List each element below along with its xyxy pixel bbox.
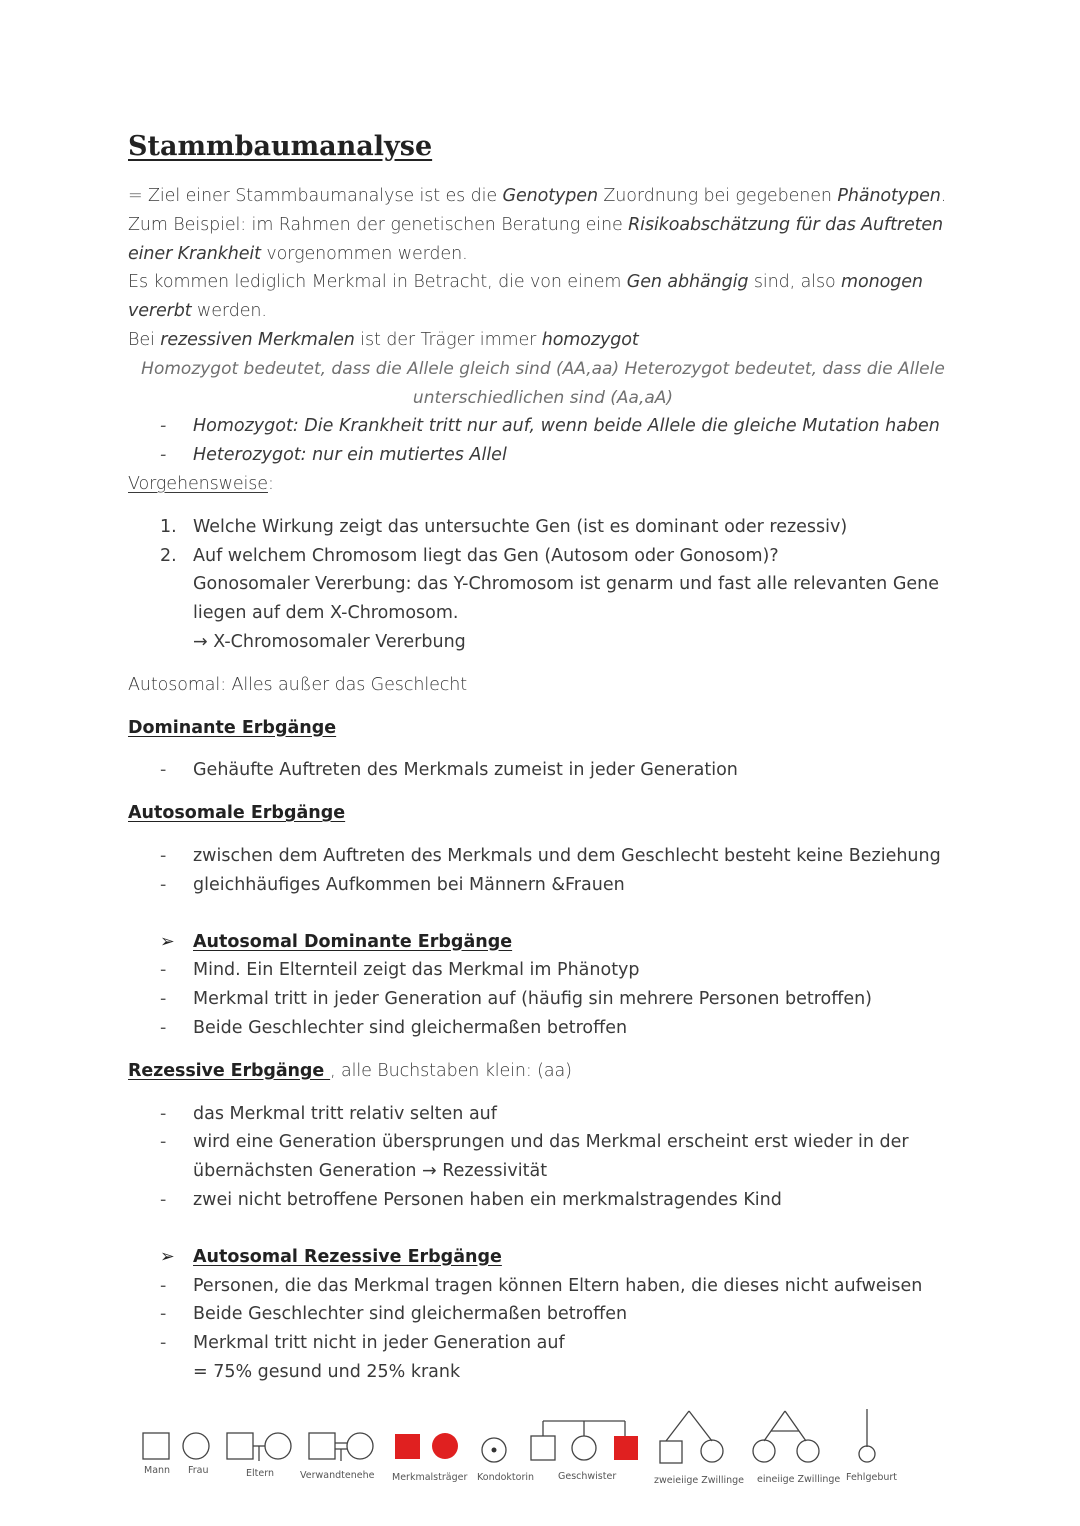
auto-recessive-bullet-3: - Merkmal tritt nicht in jeder Generation auf — [128, 1329, 958, 1358]
legend-label-verwandtenehe: Verwandtenehe — [300, 1470, 375, 1481]
recessive-heading-line: Rezessive Erbgänge , alle Buchstaben klein: (aa) — [128, 1060, 572, 1081]
bullet-homozygot: - Homozygot: Die Krankheit tritt nur auf, wenn beide Allele die gleiche Mutation haben — [128, 412, 958, 441]
intro-line-6: Bei rezessiven Merkmalen ist der Träger immer homozygot — [128, 329, 639, 350]
miscarriage-symbol — [859, 1409, 875, 1462]
legend-label-geschwister: Geschwister — [558, 1471, 617, 1482]
recessive-bullet-1: - das Merkmal tritt relativ selten auf — [128, 1100, 958, 1129]
auto-dominant-heading: ➢ Autosomal Dominante Erbgänge — [128, 928, 958, 957]
affected-female-symbol — [432, 1433, 458, 1459]
procedure-heading: Vorgehensweise: — [128, 473, 274, 494]
siblings-symbol — [531, 1421, 625, 1460]
recessive-bullet-3: - zwei nicht betroffene Personen haben ein merkmalstragendes Kind — [128, 1186, 958, 1215]
legend-label-eineiige-zwillinge: eineiige Zwillinge — [757, 1474, 841, 1485]
definition-note-line-2: unterschiedlichen sind (Aa,aA) — [412, 387, 674, 408]
consanguinity-symbol — [309, 1433, 373, 1461]
legend-label-eltern: Eltern — [246, 1468, 274, 1479]
autosomal-bullet-1: - zwischen dem Auftreten des Merkmals und dem Geschlecht besteht keine Beziehung — [128, 842, 958, 871]
autosomal-bullet-2: - gleichhäufiges Aufkommen bei Männern &Frauen — [128, 871, 958, 900]
autosomal-heading: Autosomale Erbgänge — [128, 803, 346, 824]
procedure-step-2-note-1: Gonosomaler Vererbung: das Y-Chromosom ist genarm und fast alle relevanten Gene — [193, 574, 940, 595]
intro-line-4: Es kommen lediglich Merkmal in Betracht, die von einem Gen abhängig sind, also monogen — [128, 272, 923, 293]
bullet-heterozygot: - Heterozygot: nur ein mutiertes Allel — [128, 441, 958, 470]
arrowhead-bullet-icon: ➢ — [160, 931, 175, 952]
legend-label-zweieiige-zwillinge: zweieiige Zwillinge — [654, 1475, 744, 1486]
page-title: Stammbaumanalyse — [128, 131, 433, 162]
auto-dominant-bullet-2: - Merkmal tritt in jeder Generation auf (häufig sin mehrere Personen betroffen) — [128, 985, 958, 1014]
definition-note-line-1: Homozygot bedeutet, dass die Allele gleich sind (AA,aa) Heterozygot bedeutet, dass die Allele — [141, 358, 945, 379]
intro-line-3: einer Krankheit vorgenommen werden. — [128, 243, 468, 264]
pedigree-symbol-legend — [130, 1405, 930, 1495]
arrowhead-bullet-icon: ➢ — [160, 1246, 175, 1267]
recessive-bullet-2-cont: übernächsten Generation → Rezessivität — [193, 1161, 548, 1182]
recessive-bullet-2: - wird eine Generation übersprungen und das Merkmal erscheint erst wieder in der — [128, 1128, 958, 1157]
legend-label-fehlgeburt: Fehlgeburt — [846, 1472, 898, 1483]
legend-label-mann: Mann — [144, 1465, 171, 1476]
autosomal-definition: Autosomal: Alles außer das Geschlecht — [128, 674, 468, 695]
auto-recessive-bullet-3-cont: = 75% gesund und 25% krank — [193, 1361, 461, 1382]
auto-recessive-bullet-2: - Beide Geschlechter sind gleichermaßen betroffen — [128, 1300, 958, 1329]
male-symbol — [143, 1433, 169, 1459]
legend-label-merkmalstraeger: Merkmalsträger — [392, 1472, 468, 1483]
intro-line-2: Zum Beispiel: im Rahmen der genetischen Beratung eine Risikoabschätzung für das Auftreten — [128, 214, 944, 235]
procedure-step-2: 2. Auf welchem Chromosom liegt das Gen (Autosom oder Gonosom)? — [160, 545, 779, 566]
affected-male-symbol — [395, 1434, 420, 1459]
auto-recessive-bullet-1: - Personen, die das Merkmal tragen können Eltern haben, die dieses nicht aufweisen — [128, 1272, 958, 1301]
dominant-bullet-1: - Gehäufte Auftreten des Merkmals zumeist in jeder Generation — [128, 756, 958, 785]
auto-dominant-bullet-3: - Beide Geschlechter sind gleichermaßen betroffen — [128, 1014, 958, 1043]
intro-line-1: = Ziel einer Stammbaumanalyse ist es die Genotypen Zuordnung bei gegebenen Phänotypen. — [128, 186, 947, 206]
female-symbol — [183, 1433, 209, 1459]
document-page — [128, 130, 958, 1387]
legend-label-kondoktorin: Kondoktorin — [477, 1472, 535, 1483]
pedigree-symbols — [130, 1405, 930, 1475]
procedure-step-2-note-2: liegen auf dem X-Chromosom. — [193, 603, 459, 624]
recessive-heading: Rezessive Erbgänge — [128, 1060, 331, 1081]
intro-line-5: vererbt werden. — [128, 301, 267, 322]
auto-dominant-bullet-1: - Mind. Ein Elternteil zeigt das Merkmal im Phänotyp — [128, 956, 958, 985]
parents-symbol — [227, 1433, 291, 1461]
legend-label-frau: Frau — [188, 1465, 209, 1476]
procedure-step-2-note-3: → X-Chromosomaler Vererbung — [193, 631, 466, 652]
monozygotic-twins-symbol — [753, 1411, 819, 1462]
auto-recessive-heading: ➢ Autosomal Rezessive Erbgänge — [128, 1243, 958, 1272]
dominant-heading: Dominante Erbgänge — [128, 717, 337, 738]
procedure-step-1: 1. Welche Wirkung zeigt das untersuchte Gen (ist es dominant oder rezessiv) — [160, 516, 848, 537]
dizygotic-twins-symbol — [660, 1411, 723, 1463]
